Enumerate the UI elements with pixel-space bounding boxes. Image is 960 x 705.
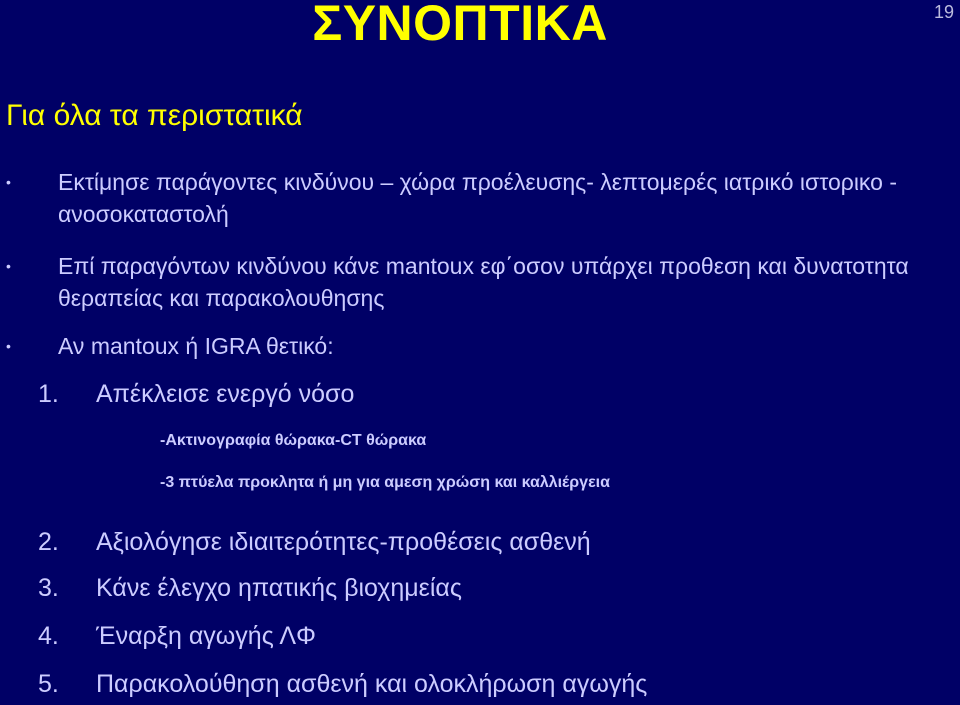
numbered-step-4 — [38, 620, 316, 652]
bullet-icon: • — [6, 174, 11, 190]
step-text: Παρακολούθηση ασθενή και ολοκλήρωση αγωγής — [96, 670, 648, 698]
numbered-step-3 — [38, 572, 462, 604]
sub-item-sputum: -3 πτύελα προκλητα ή μη για αμεση χρώση και καλλιέργεια — [160, 474, 610, 491]
numbered-step-5 — [38, 668, 647, 700]
bullet-text: Εκτίμησε παράγοντες κινδύνου – χώρα προέλευσης- λεπτομερές ιατρικό ιστορικο - ανοσοκαταστολή — [58, 169, 897, 227]
bullet-text: Επί παραγόντων κινδύνου κάνε mantoux εφ΄οσον υπάρχει προθεση και δυνατοτητα θεραπείας και παρακολουθησης — [58, 253, 909, 311]
bullet-icon: • — [6, 338, 11, 354]
step-number: 2. — [38, 528, 59, 556]
step-number: 4. — [38, 622, 59, 650]
page-number: 19 — [933, 2, 954, 22]
numbered-step-1 — [38, 378, 354, 410]
step-text: Αξιολόγησε ιδιαιτερότητες-προθέσεις ασθενή — [96, 528, 591, 556]
numbered-step-2 — [38, 526, 591, 558]
step-text: Έναρξη αγωγής ΛΦ — [96, 622, 316, 650]
step-number: 5. — [38, 670, 59, 698]
slide-subtitle: Για όλα τα περιστατικά — [6, 99, 303, 132]
bullet-icon: • — [6, 258, 11, 274]
bullet-text: Αν mantoux ή IGRA θετικό: — [58, 333, 334, 359]
step-number: 3. — [38, 574, 59, 602]
step-text: Απέκλεισε ενεργό νόσο — [96, 380, 355, 408]
step-text: Κάνε έλεγχο ηπατικής βιοχημείας — [96, 574, 462, 602]
sub-item-xray: -Ακτινογραφία θώρακα-CT θώρακα — [160, 432, 427, 449]
step-number: 1. — [38, 380, 59, 408]
slide-title: ΣΥΝΟΠΤΙΚΑ — [312, 0, 608, 51]
